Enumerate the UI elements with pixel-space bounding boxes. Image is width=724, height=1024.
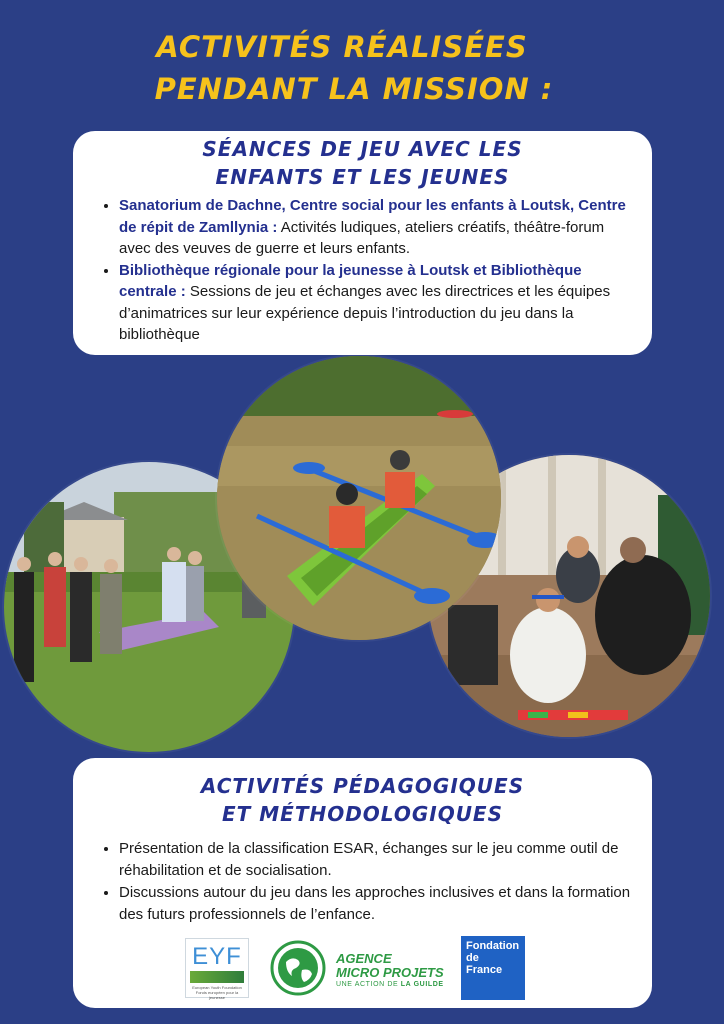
section-play-sessions-title — [73, 135, 652, 191]
list-item-text: Sessions de jeu et échanges avec les directrices et les équipes d’animatrices sur leur expérience depuis l’introduction du jeu dans la bibliothèque — [119, 283, 611, 343]
section-play-sessions-list — [73, 195, 652, 346]
section-play-sessions-title-line-2: ENFANTS ET LES JEUNES — [215, 165, 510, 189]
list-item-highlight: Sanatorium de Dachne, Centre social pour les enfants à Loutsk, Centre de répit de Zamllynia : — [119, 197, 626, 236]
list-item — [119, 195, 634, 260]
fdf-line-1: Fondation — [466, 940, 520, 952]
eyf-logo-text: EYF — [192, 943, 242, 970]
section-play-sessions-title-line-1: SÉANCES DE JEU AVEC LES — [202, 137, 523, 161]
amp-line-2: MICRO PROJETS — [336, 965, 444, 980]
eyf-logo-wave — [190, 971, 244, 983]
list-item — [119, 882, 634, 926]
section-pedagogical-list — [73, 838, 652, 926]
eyf-logo-caption: European Youth Foundation Fonds européen pour la jeunesse — [192, 985, 242, 1000]
agence-micro-projets-logo — [270, 940, 450, 996]
section-pedagogical-title-line-2: ET MÉTHODOLOGIQUES — [221, 802, 504, 826]
amp-line-1: AGENCE — [336, 951, 392, 966]
fondation-de-france-logo — [461, 936, 525, 1000]
section-play-sessions-card — [73, 131, 652, 355]
section-pedagogical-title-line-1: ACTIVITÉS PÉDAGOGIQUES — [200, 774, 525, 798]
fdf-line-3: France — [466, 964, 503, 976]
list-item-highlight: Bibliothèque régionale pour la jeunesse à Loutsk et Bibliothèque centrale : — [119, 261, 582, 300]
page-title-line-2: PENDANT LA MISSION : — [154, 72, 554, 106]
page-title — [0, 26, 724, 110]
list-item-text: Présentation de la classification ESAR, échanges sur le jeu comme outil de réhabilitation et de socialisation. — [119, 840, 619, 879]
partner-logos — [73, 932, 652, 998]
photo-kayak — [217, 356, 501, 640]
agence-micro-projets-tagline — [336, 981, 444, 988]
globe-icon — [270, 940, 326, 996]
section-pedagogical-card — [73, 758, 652, 1008]
amp-tagline-prefix: UNE ACTION DE — [336, 981, 401, 988]
section-pedagogical-title — [73, 772, 652, 828]
amp-tagline-bold: LA GUILDE — [400, 981, 444, 988]
agence-micro-projets-name — [336, 952, 444, 980]
page-title-line-1: ACTIVITÉS RÉALISÉES — [156, 30, 528, 64]
list-item — [119, 260, 634, 346]
list-item-text: Activités ludiques, ateliers créatifs, théâtre-forum avec des veuves de guerre et leurs enfants. — [119, 218, 605, 257]
list-item — [119, 838, 634, 882]
list-item-text: Discussions autour du jeu dans les approches inclusives et dans la formation des futurs professionnels de l’enfance. — [119, 884, 631, 923]
fdf-line-2: de — [466, 952, 479, 964]
eyf-logo — [185, 938, 249, 998]
